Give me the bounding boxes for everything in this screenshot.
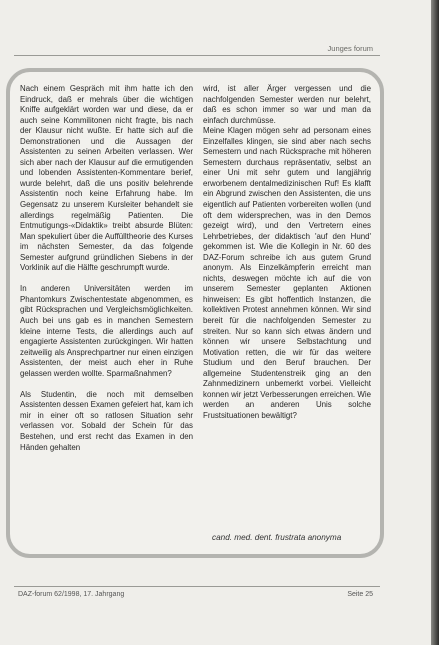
paragraph: Als Studentin, die noch mit demselben Assistenten dessen Examen gefeiert hat, kam ich mir in einer oft so ratlosen Situation sehr verlassen vor. Sobald der Schein für das Bestehen, und erst recht das Examen in den Händen gehalten <box>20 389 193 452</box>
page-number: Seite 25 <box>347 591 373 598</box>
author-signature: cand. med. dent. frustrata anonyma <box>212 533 342 542</box>
section-header: Junges forum <box>327 44 373 53</box>
paragraph: Meine Klagen mögen sehr ad personam eines Einzelfalles klingen, sie sind aber nach sechs Semestern und nach Rücksprache mit höheren Semestern durchaus repräsentativ, selbst an einer Uni mit sehr gutem und langjährig erworbenem dentalmedizinischen Ruf! Es klafft ein Abgrund zwischen den Assistenten, die uns eigentlich auf Patienten vorbereiten wollen (und oft dem widersprechen, was in den Demos gezeigt wird), und den Vertretern eines Lehrbetriebes, der didaktisch 'auf den Hund' gekommen ist. Wie die Kollegin in Nr. 60 des DAZ-Forum schreibe ich aus gutem Grund anonym. Als Einzelkämpferin erreicht man nichts, deswegen möchte ich auf die von unserem Semester geplanten Aktionen hinweisen: Es gibt hoffentlich Instanzen, die kollektiven Protest annehmen können. Wir sind bereit für die nachfolgenden Semester zu streiten. Nur so kann sich etwas ändern und können wir unsere Selbstachtung und Motivation retten, die wir für das weitere Studium und den Beruf brauchen. Der allgemeine Studentenstreik ging an den Zahnmedizinern unbemerkt vorbei. Vielleicht konnen wir jetzt Verbesserungen erreichen. Wie werden an anderen Unis solche Frustsituationen bewältigt? <box>203 126 371 420</box>
article-column-right <box>203 84 371 422</box>
page-edge-shadow <box>431 0 439 645</box>
article-column-left <box>20 84 193 453</box>
footer-divider <box>14 586 380 587</box>
paragraph: wird, ist aller Ärger vergessen und die nachfolgenden Semester werden nur belehrt, daß es schon immer so war und man da einfach durchmüsse. <box>203 84 371 125</box>
header-divider <box>14 55 380 56</box>
paragraph: Nach einem Gespräch mit ihm hatte ich den Eindruck, daß er mehrals über die wichtigen Kniffe aufgeklärt worden war und diese, da er auch seine Kommilitonen nicht fragte, bis nach der Klausur nicht wußte. Er hatte sich auf die Demonstrationen und die Aussagen der Assistenten zu seinen Arbeiten verlassen. Wer sich aber nach der Klausur auf die ermutigenden und lobenden Assistenten-Kommentare berief, wurde belehrt, daß die uns positiv belehrende Assistentin noch keine Erfahrung habe. Im Gegensatz zu unserem Kursleiter behandelt sie allerdings regelmäßig Patienten. Die Entmutigungs-«Didaktik» treibt absurde Blüten: Man spekuliert über die Auffülltheorie des Kurses im nächsten Semester, da das folgende Semester aufgrund gründlichen Siebens in der Vorklinik auf die Hälfte geschrumpft wurde. <box>20 84 193 273</box>
paragraph: In anderen Universitäten werden im Phantomkurs Zwischentestate abgenommen, es gibt Rücksprachen und Vergleichsmöglichkeiten. Auch bei uns gab es in manchen Semestern kleine interne Tests, die allerdings auch auf engagierte Assistenten zurückgingen. Wir hatten zeitweilig als Ansprechpartner nur einen einzigen Assistenten, der meist auch eher in Ruhe gelassen werden wollte. Sparmaßnahmen? <box>20 284 193 378</box>
footer-issue: DAZ-forum 62/1998, 17. Jahrgang <box>18 591 125 598</box>
